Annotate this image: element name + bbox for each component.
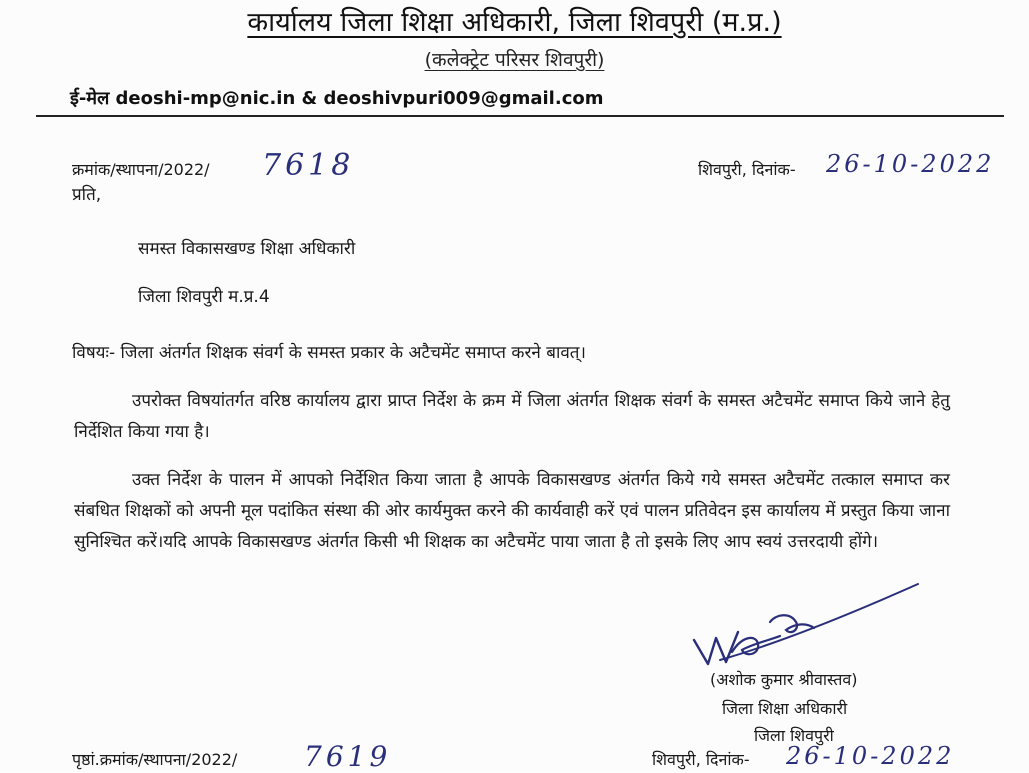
- signature-mark: [686, 578, 926, 670]
- office-title: कार्यालय जिला शिक्षा अधिकारी, जिला शिवपुरी (म.प्र.): [247, 7, 782, 38]
- subject-line: विषयः- जिला अंतर्गत शिक्षक संवर्ग के समस्त प्रकार के अटैचमेंट समाप्त करने बावत्।: [72, 343, 586, 363]
- endorsement-date-value: 26-10-2022: [786, 742, 955, 770]
- body-paragraph-1: उपरोक्त विषयांतर्गत वरिष्ठ कार्यालय द्वारा प्राप्त निर्देश के क्रम में जिला अंतर्गत शिक्षक संवर्ग के समस्त अटैचमेंट समाप्त किये जाने हेतु निर्देशित किया गया है।: [74, 391, 950, 442]
- recipient-line-1: समस्त विकासखण्ड शिक्षा अधिकारी: [138, 239, 356, 259]
- to-label: प्रति,: [72, 185, 102, 205]
- recipient-line-2: जिला शिवपुरी म.प्र.4: [138, 287, 270, 307]
- date-value: 26-10-2022: [826, 150, 995, 178]
- endorsement-date-label: शिवपुरी, दिनांक-: [652, 750, 750, 769]
- signatory-designation: जिला शिक्षा अधिकारी: [722, 699, 848, 718]
- reference-label: क्रमांक/स्थापना/2022/: [72, 160, 210, 179]
- office-campus: (कलेक्ट्रेट परिसर शिवपुरी): [424, 49, 605, 71]
- body-paragraph-2: उक्त निर्देश के पालन में आपको निर्देशित किया जाता है आपके विकासखण्ड अंतर्गत किये गये समस्त अटैचमेंट तत्काल समाप्त कर संबधित शिक्षकों को अपनी मूल पदांकित संस्था की ओर कार्यमुक्त करने की कार्यवाही करें एवं पालन प्रतिवेदन इस कार्यालय में प्रस्तुत किया जाना सुनिश्चित करें।यदि आपके विकासखण्ड अंतर्गत किसी भी शिक्षक का अटैचमेंट पाया जाता है तो इसके लिए आप स्वयं उत्तरदायी होंगे।: [74, 470, 950, 552]
- endorsement-reference-number: 7619: [304, 740, 392, 773]
- endorsement-reference-label: पृष्ठां.क्रमांक/स्थापना/2022/: [72, 750, 238, 769]
- header-divider: [36, 115, 1004, 117]
- reference-number: 7618: [262, 148, 355, 183]
- office-email: ई-मेल deoshi-mp@nic.in & deoshivpuri009@gmail.com: [70, 88, 604, 109]
- signatory-place: जिला शिवपुरी: [754, 726, 834, 745]
- signatory-name: (अशोक कुमार श्रीवास्तव): [710, 670, 858, 689]
- date-label: शिवपुरी, दिनांक-: [698, 160, 796, 179]
